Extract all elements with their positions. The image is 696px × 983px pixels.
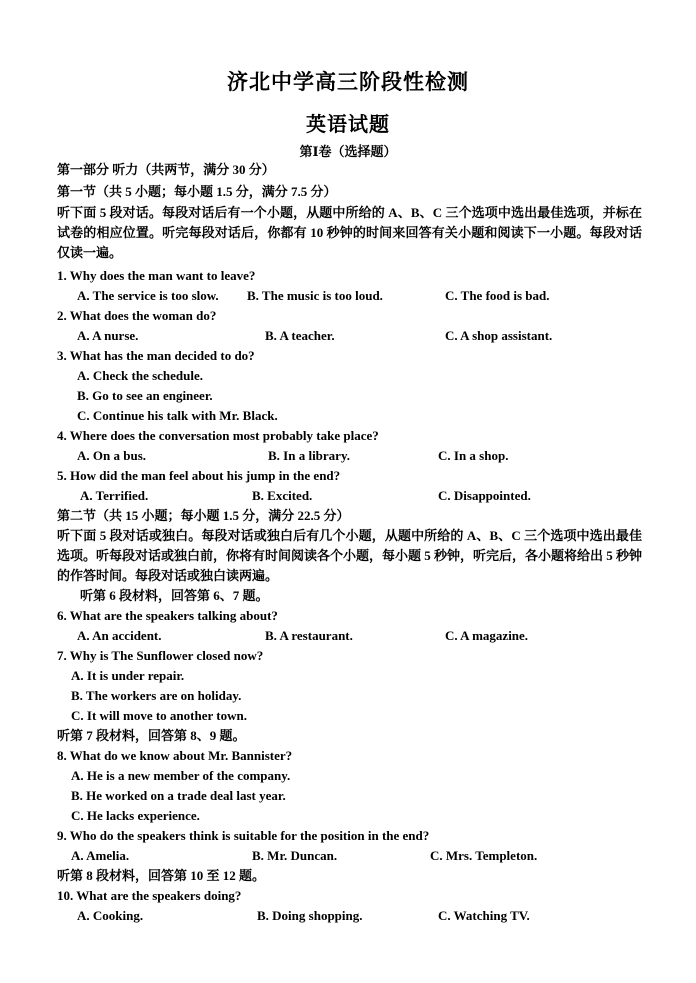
section2-heading: 第二节（共 15 小题；每小题 1.5 分，满分 22.5 分） bbox=[57, 508, 350, 523]
q7-option-c: C. It will move to another town. bbox=[71, 708, 247, 723]
q3-option-b: B. Go to see an engineer. bbox=[77, 388, 213, 403]
exam-title: 济北中学高三阶段性检测 bbox=[227, 70, 469, 94]
q10-option-c: C. Watching TV. bbox=[438, 908, 530, 923]
section1-instructions: 听下面 5 段对话。每段对话后有一个小题，从题中所给的 A、B、C 三个选项中选出最佳选项，并标在试卷的相应位置。听完每段对话后，你都有 10 秒钟的时间来回答有关小题和阅读下一小题。每段对话仅读一遍。 bbox=[57, 205, 642, 260]
q7-option-b: B. The workers are on holiday. bbox=[71, 688, 242, 703]
q6-option-c: C. A magazine. bbox=[445, 628, 529, 643]
q1-option-a: A. The service is too slow. bbox=[77, 288, 219, 303]
q3-option-c: C. Continue his talk with Mr. Black. bbox=[77, 408, 278, 423]
q7-option-a: A. It is under repair. bbox=[71, 668, 185, 683]
question-10: 10. What are the speakers doing? bbox=[57, 888, 242, 903]
material-6-note: 听第 6 段材料，回答第 6、7 题。 bbox=[80, 588, 269, 603]
q10-option-a: A. Cooking. bbox=[77, 908, 144, 923]
q5-option-c: C. Disappointed. bbox=[438, 488, 531, 503]
exam-subtitle: 英语试题 bbox=[306, 114, 390, 136]
material-7-note: 听第 7 段材料，回答第 8、9 题。 bbox=[57, 728, 246, 743]
q2-option-b: B. A teacher. bbox=[265, 328, 335, 343]
material-8-note: 听第 8 段材料，回答第 10 至 12 题。 bbox=[57, 868, 266, 883]
question-1: 1. Why does the man want to leave? bbox=[57, 268, 256, 283]
q2-option-c: C. A shop assistant. bbox=[445, 328, 553, 343]
q5-option-a: A. Terrified. bbox=[80, 488, 149, 503]
q1-option-c: C. The food is bad. bbox=[445, 288, 550, 303]
volume-heading: 第Ⅰ卷（选择题） bbox=[299, 144, 397, 159]
q4-option-b: B. In a library. bbox=[268, 448, 350, 463]
question-8: 8. What do we know about Mr. Bannister? bbox=[57, 748, 293, 763]
q4-option-c: C. In a shop. bbox=[438, 448, 509, 463]
question-9: 9. Who do the speakers think is suitable for the position in the end? bbox=[57, 828, 430, 843]
question-2: 2. What does the woman do? bbox=[57, 308, 217, 323]
question-6: 6. What are the speakers talking about? bbox=[57, 608, 278, 623]
q3-option-a: A. Check the schedule. bbox=[77, 368, 204, 383]
q10-option-b: B. Doing shopping. bbox=[257, 908, 363, 923]
question-7: 7. Why is The Sunflower closed now? bbox=[57, 648, 264, 663]
q9-option-c: C. Mrs. Templeton. bbox=[430, 848, 538, 863]
section2-instructions: 听下面 5 段对话或独白。每段对话或独白后有几个小题，从题中所给的 A、B、C 三个选项中选出最佳选项。听每段对话或独白前，你将有时间阅读各个小题，每小题 5 秒钟，听完后，各小题将给出 5 秒钟的作答时间。每段对话或独白读两遍。 bbox=[57, 528, 643, 583]
q8-option-b: B. He worked on a trade deal last year. bbox=[71, 788, 286, 803]
q5-option-b: B. Excited. bbox=[252, 488, 313, 503]
q2-option-a: A. A nurse. bbox=[77, 328, 139, 343]
question-5: 5. How did the man feel about his jump in the end? bbox=[57, 468, 341, 483]
q4-option-a: A. On a bus. bbox=[77, 448, 146, 463]
part1-heading: 第一部分 听力（共两节，满分 30 分） bbox=[57, 162, 275, 177]
q9-option-a: A. Amelia. bbox=[71, 848, 130, 863]
q6-option-a: A. An accident. bbox=[77, 628, 162, 643]
question-4: 4. Where does the conversation most probably take place? bbox=[57, 428, 379, 443]
q6-option-b: B. A restaurant. bbox=[265, 628, 353, 643]
section1-heading: 第一节（共 5 小题；每小题 1.5 分，满分 7.5 分） bbox=[57, 184, 337, 199]
q8-option-c: C. He lacks experience. bbox=[71, 808, 200, 823]
question-3: 3. What has the man decided to do? bbox=[57, 348, 255, 363]
q8-option-a: A. He is a new member of the company. bbox=[71, 768, 291, 783]
q1-option-b: B. The music is too loud. bbox=[247, 288, 383, 303]
q9-option-b: B. Mr. Duncan. bbox=[252, 848, 338, 863]
